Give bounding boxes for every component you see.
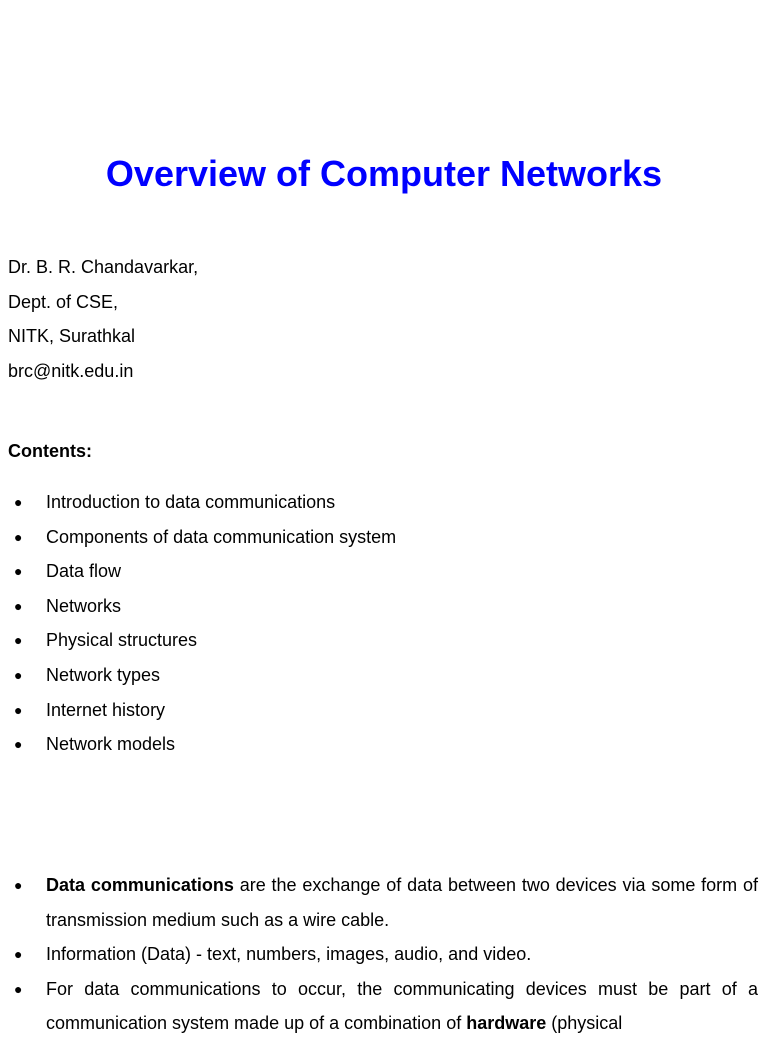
contents-item bbox=[0, 727, 760, 762]
body-text: (physical bbox=[546, 1013, 623, 1033]
bullet-icon: ● bbox=[14, 632, 23, 649]
contents-item-label: Network models bbox=[46, 734, 176, 755]
bullet-icon: ● bbox=[14, 494, 23, 510]
body-paragraph bbox=[0, 868, 758, 937]
author-block bbox=[8, 250, 198, 388]
contents-item bbox=[0, 589, 760, 624]
body-text: Information (Data) - text, numbers, images, audio, and video. bbox=[46, 944, 532, 964]
contents-item-label: Data flow bbox=[46, 561, 122, 582]
bullet-icon: ● bbox=[14, 877, 23, 893]
author-institute: NITK, Surathkal bbox=[8, 326, 136, 346]
contents-item-label: Physical structures bbox=[46, 630, 198, 651]
contents-item bbox=[0, 554, 760, 589]
contents-item-label: Internet history bbox=[46, 699, 166, 720]
body-paragraph bbox=[0, 937, 758, 972]
contents-item bbox=[0, 693, 760, 728]
contents-item-label: Network types bbox=[46, 664, 161, 685]
author-name: Dr. B. R. Chandavarkar, bbox=[8, 257, 199, 277]
bullet-icon: ● bbox=[14, 666, 23, 683]
body-text: are the exchange of data between two devices via some form of transmission medium such as a wire cable. bbox=[46, 875, 759, 930]
term-data-communications: Data communications bbox=[46, 875, 234, 895]
contents-item-label: Introduction to data communications bbox=[46, 492, 336, 512]
contents-item bbox=[0, 658, 760, 693]
contents-list bbox=[0, 485, 760, 762]
contents-heading: Contents: bbox=[8, 441, 92, 461]
contents-item-label: Networks bbox=[46, 595, 122, 616]
contents-item-label: Components of data communication system bbox=[46, 526, 397, 547]
contents-item bbox=[0, 520, 760, 555]
contents-item bbox=[0, 485, 760, 520]
bullet-icon: ● bbox=[14, 597, 23, 614]
bullet-icon: ● bbox=[14, 736, 23, 753]
bullet-icon: ● bbox=[14, 946, 23, 962]
body-paragraph bbox=[0, 972, 758, 1041]
bullet-icon: ● bbox=[14, 528, 23, 545]
bullet-icon: ● bbox=[14, 563, 23, 580]
body-text: For data communications to occur, the communicating devices must be part of a communication system made up of a combination of bbox=[46, 978, 758, 1033]
body-list bbox=[0, 868, 758, 1041]
term-hardware: hardware bbox=[466, 1013, 547, 1033]
bullet-icon: ● bbox=[14, 701, 23, 718]
author-dept: Dept. of CSE, bbox=[8, 291, 119, 312]
author-email: brc@nitk.edu.in bbox=[8, 360, 134, 381]
bullet-icon: ● bbox=[14, 980, 23, 997]
contents-item bbox=[0, 623, 760, 658]
page-title: Overview of Computer Networks bbox=[105, 153, 663, 194]
